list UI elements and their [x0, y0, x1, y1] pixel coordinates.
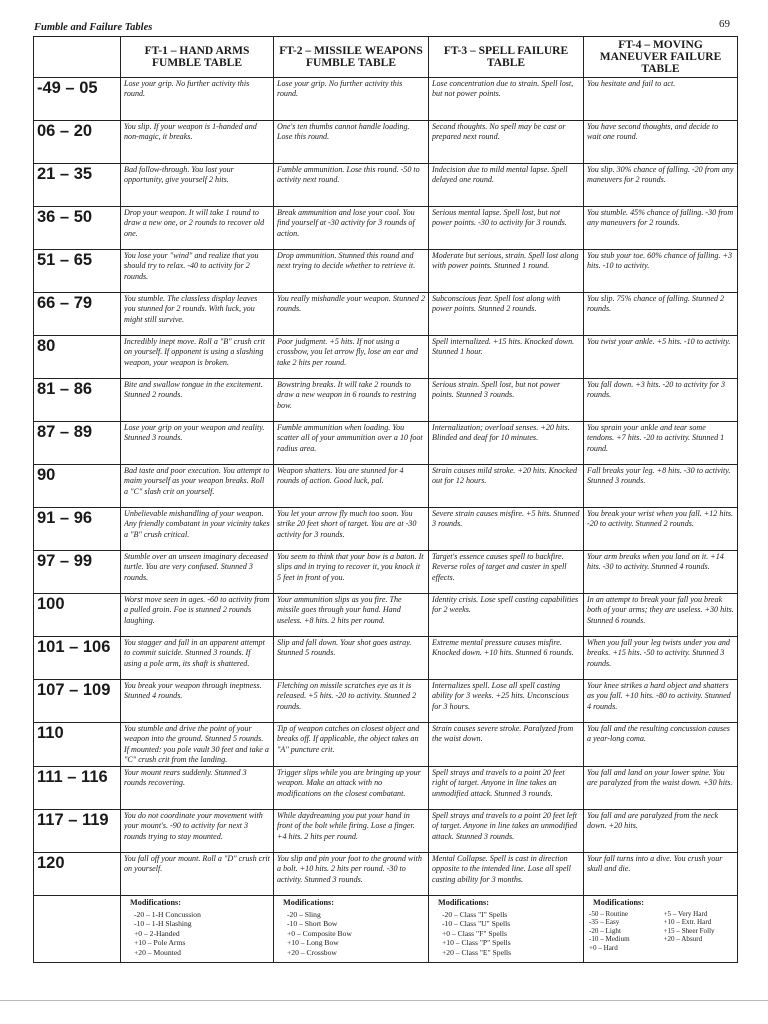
result-text: Lose your grip. No further activity this round. — [277, 79, 403, 99]
result-text: Extreme mental pressure causes misfire. Knocked down. +10 hits. Stunned 6 rounds. — [432, 638, 574, 658]
table-row — [34, 293, 738, 336]
result-cell-ft3 — [429, 379, 584, 422]
result-cell-ft2 — [274, 250, 429, 293]
modifier-entry: +20 – Absurd — [663, 935, 703, 944]
modifier-entry: +10 – Pole Arms — [134, 938, 186, 947]
result-cell-ft2 — [274, 422, 429, 465]
result-text: When you fall your leg twists under you and breaks. +15 hits. -50 to activity. Stunned 3 rounds. — [587, 638, 730, 668]
result-cell-ft4 — [584, 723, 738, 767]
result-text: You stub your toe. 60% chance of falling. +3 hits. -10 to activity. — [587, 251, 732, 271]
modifier-entry: +20 – Crossbow — [287, 947, 337, 957]
modifier-entry: +0 – Hard — [589, 943, 618, 952]
result-cell-ft4 — [584, 767, 738, 810]
table-row — [34, 465, 738, 508]
result-text: You sprain your ankle and tear some tendons. +7 hits. -20 to activity. Stunned 1 round. — [587, 423, 725, 453]
result-cell-ft1 — [121, 853, 274, 896]
result-text: Slip and fall down. Your shot goes astray. Stunned 5 rounds. — [277, 638, 412, 658]
modifier-entry: -20 – Light — [589, 926, 621, 935]
result-text: Serious strain. Spell lost, but not power points. Stunned 3 rounds. — [432, 380, 561, 400]
result-text: While daydreaming you put your hand in front of the bolt while firing. Lose a finger. +4 hits. 2 hits per round. — [277, 811, 415, 841]
result-cell-ft4 — [584, 853, 738, 896]
result-text: You stagger and fall in an apparent attempt to commit suicide. Stunned 3 rounds. If using a pole arm, its shaft is shattered. — [124, 638, 265, 668]
result-text: Incredibly inept move. Roll a "B" crush crit on yourself. If opponent is using a slashing weapon, your weapon is broken. — [124, 337, 265, 367]
modifier-entry: +20 – Mounted — [134, 947, 181, 957]
result-text: Bad follow-through. You lost your opportunity, give yourself 2 hits. — [124, 165, 234, 185]
modifications-title: Modifications: — [130, 898, 181, 907]
result-cell-ft2 — [274, 164, 429, 207]
result-text: Bowstring breaks. It will take 2 rounds to draw a new weapon in 6 rounds to restring bow. — [277, 380, 417, 410]
result-cell-ft1 — [121, 207, 274, 250]
result-cell-ft3 — [429, 164, 584, 207]
result-cell-ft2 — [274, 637, 429, 680]
result-cell-ft1 — [121, 508, 274, 551]
modifications-row — [34, 896, 738, 963]
result-text: Bite and swallow tongue in the excitement. Stunned 2 rounds. — [124, 380, 263, 400]
modifications-list-ft3 — [442, 910, 580, 958]
result-text: Stumble over an unseen imaginary deceased turtle. You are very confused. Stunned 3 rounds. — [124, 552, 269, 582]
roll-range: 111 – 116 — [34, 767, 121, 810]
modifier-entry: -50 – Routine — [589, 909, 629, 918]
result-text: Indecision due to mild mental lapse. Spell delayed one round. — [432, 165, 568, 185]
result-cell-ft3 — [429, 637, 584, 680]
modifications-list-ft4 — [589, 910, 734, 953]
result-cell-ft3 — [429, 723, 584, 767]
table-row — [34, 680, 738, 723]
result-text: Bad taste and poor execution. You attempt to maim yourself as your weapon breaks. Roll a "C" slash crit on yourself. — [124, 466, 270, 496]
result-text: You let your arrow fly much too soon. You strike 20 feet short of target. You are at -30 activity for 3 rounds. — [277, 509, 417, 539]
result-cell-ft1 — [121, 78, 274, 121]
result-cell-ft2 — [274, 465, 429, 508]
table-row — [34, 422, 738, 465]
roll-range: 117 – 119 — [34, 810, 121, 853]
result-cell-ft1 — [121, 637, 274, 680]
modifier-entry: +10 – Extr. Hard — [663, 918, 712, 927]
result-text: You slip. 30% chance of falling. -20 from any maneuvers for 2 rounds. — [587, 165, 734, 185]
modifier-entry: +0 – Composite Bow — [287, 928, 352, 938]
result-cell-ft2 — [274, 723, 429, 767]
result-cell-ft2 — [274, 680, 429, 723]
modifier-entry: +0 – Class "F" Spells — [442, 928, 507, 938]
result-text: Drop your weapon. It will take 1 round to draw a new one, or 2 rounds to recover old one. — [124, 208, 265, 238]
result-text: Weapon shatters. You are stunned for 4 rounds of action. Good luck, pal. — [277, 466, 404, 486]
result-text: Mental Collapse. Spell is cast in direction opposite to the intended line. Lose all spell casting ability for 3 months. — [432, 854, 571, 884]
result-text: You slip. 75% chance of falling. Stunned 2 rounds. — [587, 294, 725, 314]
result-cell-ft3 — [429, 250, 584, 293]
roll-range: 120 — [34, 853, 121, 896]
result-cell-ft2 — [274, 207, 429, 250]
table-row — [34, 508, 738, 551]
result-cell-ft3 — [429, 508, 584, 551]
roll-range: 101 – 106 — [34, 637, 121, 680]
roll-range: 91 – 96 — [34, 508, 121, 551]
result-cell-ft1 — [121, 723, 274, 767]
result-text: Identity crisis. Lose spell casting capabilities for 2 weeks. — [432, 595, 579, 615]
table-row — [34, 723, 738, 767]
column-header-ft4: FT-4 – MOVING MANEUVER FAILURE TABLE — [584, 37, 738, 78]
table-header-row — [34, 37, 738, 78]
modifications-ft2 — [274, 896, 429, 963]
result-text: You break your wrist when you fall. +12 hits. -20 to activity. Stunned 2 rounds. — [587, 509, 734, 529]
result-cell-ft2 — [274, 293, 429, 336]
table-row — [34, 810, 738, 853]
result-cell-ft4 — [584, 637, 738, 680]
result-text: You stumble. 45% chance of falling. -30 from any maneuvers for 2 rounds. — [587, 208, 734, 228]
result-cell-ft1 — [121, 551, 274, 594]
result-cell-ft4 — [584, 422, 738, 465]
result-text: Fumble ammunition. Lose this round. -50 to activity next round. — [277, 165, 420, 185]
result-cell-ft2 — [274, 121, 429, 164]
result-cell-ft1 — [121, 680, 274, 723]
result-text: Lose concentration due to strain. Spell lost, but not power points. — [432, 79, 574, 99]
result-cell-ft3 — [429, 293, 584, 336]
result-cell-ft3 — [429, 121, 584, 164]
result-text: You fall off your mount. Roll a "D" crush crit on yourself. — [124, 854, 270, 874]
result-cell-ft1 — [121, 379, 274, 422]
result-cell-ft4 — [584, 810, 738, 853]
result-cell-ft3 — [429, 594, 584, 637]
result-cell-ft4 — [584, 207, 738, 250]
result-cell-ft3 — [429, 422, 584, 465]
result-text: Tip of weapon catches on closest object and breaks off. If applicable, the object takes an "A" puncture crit. — [277, 724, 420, 754]
result-text: You twist your ankle. +5 hits. -10 to activity. — [587, 337, 731, 346]
modifier-entry: +15 – Sheer Folly — [663, 926, 715, 935]
result-text: Spell strays and travels to a point 20 feet right of target. Anyone in line takes an unmodified attack. Stunned 3 rounds. — [432, 768, 565, 798]
result-cell-ft4 — [584, 465, 738, 508]
result-text: Lose your grip. No further activity this round. — [124, 79, 250, 99]
table-row — [34, 250, 738, 293]
result-text: Poor judgment. +5 hits. If not using a crossbow, you let arrow fly, lose an ear and take 2 hits per round. — [277, 337, 418, 367]
result-cell-ft4 — [584, 680, 738, 723]
roll-range: 100 — [34, 594, 121, 637]
result-cell-ft4 — [584, 293, 738, 336]
modifier-entry — [664, 944, 735, 953]
table-row — [34, 164, 738, 207]
modifier-entry: -10 – Short Bow — [287, 919, 338, 928]
result-text: Internalizes spell. Lose all spell casting ability for 3 weeks. +25 hits. Unconscious for 3 hours. — [432, 681, 569, 711]
modifications-ft3 — [429, 896, 584, 963]
modifier-entry: -20 – Sling — [287, 909, 321, 919]
modifier-entry: -20 – Class "I" Spells — [442, 909, 508, 919]
result-text: You fall and are paralyzed from the neck down. +20 hits. — [587, 811, 719, 831]
result-text: You seem to think that your bow is a baton. It slips and in trying to recover it, you knock it 5 feet in front of you. — [277, 552, 424, 582]
result-cell-ft4 — [584, 551, 738, 594]
result-text: You slip and pin your foot to the ground with a bolt. +10 hits. 2 hits per round. -30 to activity. Stunned 3 rounds. — [277, 854, 422, 884]
result-cell-ft4 — [584, 121, 738, 164]
roll-range: 110 — [34, 723, 121, 767]
modifier-entry: +10 – Class "P" Spells — [442, 938, 511, 947]
modifications-ft4 — [584, 896, 738, 963]
result-text: You break your weapon through ineptness. Stunned 4 rounds. — [124, 681, 262, 701]
result-text: Your ammunition slips as you fire. The missile goes through your hand. Hand useless. +8 hits. 2 hits per round. — [277, 595, 402, 625]
result-text: Your fall turns into a dive. You crush your skull and die. — [587, 854, 723, 874]
result-cell-ft3 — [429, 336, 584, 379]
result-text: Serious mental lapse. Spell lost, but not power points. -30 to activity for 3 rounds. — [432, 208, 567, 228]
modifications-ft1 — [121, 896, 274, 963]
column-header-ft3: FT-3 – SPELL FAILURE TABLE — [429, 37, 584, 78]
column-header-ft2: FT-2 – MISSILE WEAPONS FUMBLE TABLE — [274, 37, 429, 78]
result-cell-ft1 — [121, 465, 274, 508]
result-text: You stumble and drive the point of your weapon into the ground. Stunned 5 rounds. If mounted: you pole vault 30 feet and take a "C" crush crit from the landing. — [124, 724, 269, 764]
result-cell-ft2 — [274, 853, 429, 896]
result-text: You fall down. +3 hits. -20 to activity for 3 rounds. — [587, 380, 726, 400]
result-text: Severe strain causes misfire. +5 hits. Stunned 3 rounds. — [432, 509, 580, 529]
modifications-title: Modifications: — [283, 898, 334, 907]
result-cell-ft4 — [584, 164, 738, 207]
result-cell-ft3 — [429, 810, 584, 853]
result-text: Internalization; overload senses. +20 hits. Blinded and deaf for 10 minutes. — [432, 423, 570, 443]
modifications-spacer — [34, 896, 121, 963]
result-text: In an attempt to break your fall you break both of your arms; they are useless. +30 hits. Stunned 6 rounds. — [587, 595, 734, 625]
result-cell-ft3 — [429, 767, 584, 810]
result-text: Your mount rears suddenly. Stunned 3 rounds recovering. — [124, 768, 247, 788]
result-cell-ft2 — [274, 379, 429, 422]
roll-range: 81 – 86 — [34, 379, 121, 422]
result-cell-ft3 — [429, 465, 584, 508]
result-text: You stumble. The classless display leaves you stunned for 2 rounds. With luck, you might still survive. — [124, 294, 258, 324]
result-cell-ft1 — [121, 293, 274, 336]
result-text: You have second thoughts, and decide to wait one round. — [587, 122, 719, 142]
table-row — [34, 551, 738, 594]
table-row — [34, 121, 738, 164]
roll-range: 51 – 65 — [34, 250, 121, 293]
modifier-entry: -35 – Easy — [589, 918, 620, 927]
column-header-ft1: FT-1 – HAND ARMS FUMBLE TABLE — [121, 37, 274, 78]
result-cell-ft1 — [121, 767, 274, 810]
result-text: Strain causes mild stroke. +20 hits. Knocked out for 12 hours. — [432, 466, 577, 486]
table-row — [34, 78, 738, 121]
modifier-entry: -10 – 1-H Slashing — [134, 919, 192, 928]
result-text: Spell internalized. +15 hits. Knocked down. Stunned 1 hour. — [432, 337, 575, 357]
modifier-entry: +0 – 2-Handed — [134, 928, 180, 938]
result-cell-ft4 — [584, 594, 738, 637]
result-cell-ft4 — [584, 379, 738, 422]
result-text: Moderate but serious, strain. Spell lost along with power points. Stunned 1 round. — [432, 251, 579, 271]
result-cell-ft2 — [274, 508, 429, 551]
modifier-entry: -10 – Class "U" Spells — [442, 919, 511, 928]
result-text: Your arm breaks when you land on it. +14 hits. -30 to activity. Stunned 4 rounds. — [587, 552, 724, 572]
result-cell-ft2 — [274, 551, 429, 594]
roll-range: 90 — [34, 465, 121, 508]
table-row — [34, 594, 738, 637]
table-row — [34, 637, 738, 680]
table-row — [34, 336, 738, 379]
fumble-failure-table — [33, 36, 738, 963]
result-cell-ft3 — [429, 78, 584, 121]
modifier-entry: +10 – Long Bow — [287, 938, 339, 947]
result-cell-ft4 — [584, 250, 738, 293]
result-text: Lose your grip on your weapon and reality. Stunned 3 rounds. — [124, 423, 265, 443]
result-cell-ft3 — [429, 207, 584, 250]
result-cell-ft1 — [121, 810, 274, 853]
page-bottom-rule — [0, 1000, 768, 1001]
result-text: Fletching on missile scratches eye as it is released. +5 hits. -20 to activity. Stunned 2 rounds. — [277, 681, 417, 711]
result-cell-ft4 — [584, 336, 738, 379]
result-text: You lose your "wind" and realize that you should try to relax. -40 to activity for 2 rounds. — [124, 251, 259, 281]
result-text: Fumble ammunition when loading. You scatter all of your ammunition over a 10 foot radius area. — [277, 423, 423, 453]
result-cell-ft3 — [429, 680, 584, 723]
result-text: Subconscious fear. Spell lost along with power points. Stunned 2 rounds. — [432, 294, 561, 314]
result-cell-ft1 — [121, 121, 274, 164]
roll-column-header — [34, 37, 121, 78]
result-cell-ft4 — [584, 508, 738, 551]
modifications-title: Modifications: — [593, 898, 644, 907]
result-text: Spell strays and travels to a point 20 feet left of target. Anyone in line takes an unmodified attack. Stunned 3 rounds. — [432, 811, 578, 841]
result-cell-ft1 — [121, 164, 274, 207]
page-header-title: Fumble and Failure Tables — [34, 22, 153, 33]
roll-range: 06 – 20 — [34, 121, 121, 164]
modifications-list-ft1 — [134, 910, 270, 958]
result-cell-ft2 — [274, 336, 429, 379]
modifier-entry: +20 – Class "E" Spells — [442, 947, 512, 957]
table-row — [34, 379, 738, 422]
roll-range: 97 – 99 — [34, 551, 121, 594]
result-text: Fall breaks your leg. +8 hits. -30 to activity. Stunned 3 rounds. — [587, 466, 731, 486]
result-text: Target's essence causes spell to backfire. Reverse roles of target and caster in spell effects. — [432, 552, 567, 582]
result-cell-ft2 — [274, 78, 429, 121]
table-row — [34, 853, 738, 896]
roll-range: 80 — [34, 336, 121, 379]
result-text: Drop ammunition. Stunned this round and next trying to decide whether to retrieve it. — [277, 251, 416, 271]
result-cell-ft1 — [121, 336, 274, 379]
roll-range: 107 – 109 — [34, 680, 121, 723]
page-number: 69 — [719, 18, 730, 30]
modifier-entry: -20 – 1-H Concussion — [134, 909, 201, 919]
modifications-title: Modifications: — [438, 898, 489, 907]
roll-range: -49 – 05 — [34, 78, 121, 121]
table-row — [34, 767, 738, 810]
result-text: Your knee strikes a hard object and shatters as you fall. +10 hits. -80 to activity. Stunned 4 rounds. — [587, 681, 731, 711]
result-cell-ft2 — [274, 594, 429, 637]
result-text: One's ten thumbs cannot handle loading. Lose this round. — [277, 122, 410, 142]
result-text: Second thoughts. No spell may be cast or prepared next round. — [432, 122, 566, 142]
result-text: Unbelievable mishandling of your weapon. Any friendly combatant in your vicinity takes a "B" crush critical. — [124, 509, 270, 539]
result-cell-ft3 — [429, 853, 584, 896]
result-text: Worst move seen in ages. -60 to activity from a pulled groin. Foe is stunned 2 rounds laughing. — [124, 595, 270, 625]
roll-range: 87 – 89 — [34, 422, 121, 465]
table-row — [34, 207, 738, 250]
result-cell-ft3 — [429, 551, 584, 594]
result-text: Break ammunition and lose your cool. You find yourself at -30 activity for 3 rounds of action. — [277, 208, 415, 238]
modifier-entry: -10 – Medium — [589, 935, 630, 944]
result-text: You fall and the resulting concussion causes a year-long coma. — [587, 724, 730, 744]
result-text: You do not coordinate your movement with your mount's. -90 to activity for next 3 rounds trying to stay mounted. — [124, 811, 263, 841]
result-cell-ft1 — [121, 594, 274, 637]
roll-range: 66 – 79 — [34, 293, 121, 336]
result-cell-ft2 — [274, 810, 429, 853]
result-text: Trigger slips while you are bringing up your weapon. Make an attack with no modifications on the closest combatant. — [277, 768, 421, 798]
result-text: You really mishandle your weapon. Stunned 2 rounds. — [277, 294, 425, 314]
result-text: Strain causes severe stroke. Paralyzed from the waist down. — [432, 724, 574, 744]
roll-range: 36 – 50 — [34, 207, 121, 250]
modifier-entry: +5 – Very Hard — [663, 909, 708, 918]
roll-range: 21 – 35 — [34, 164, 121, 207]
result-text: You fall and land on your lower spine. You are paralyzed from the waist down. +30 hits. — [587, 768, 733, 788]
result-cell-ft4 — [584, 78, 738, 121]
result-text: You hesitate and fail to act. — [587, 79, 676, 88]
modifications-list-ft2 — [287, 910, 425, 958]
result-cell-ft2 — [274, 767, 429, 810]
result-text: You slip. If your weapon is 1-handed and non-magic, it breaks. — [124, 122, 257, 142]
result-cell-ft1 — [121, 422, 274, 465]
result-cell-ft1 — [121, 250, 274, 293]
